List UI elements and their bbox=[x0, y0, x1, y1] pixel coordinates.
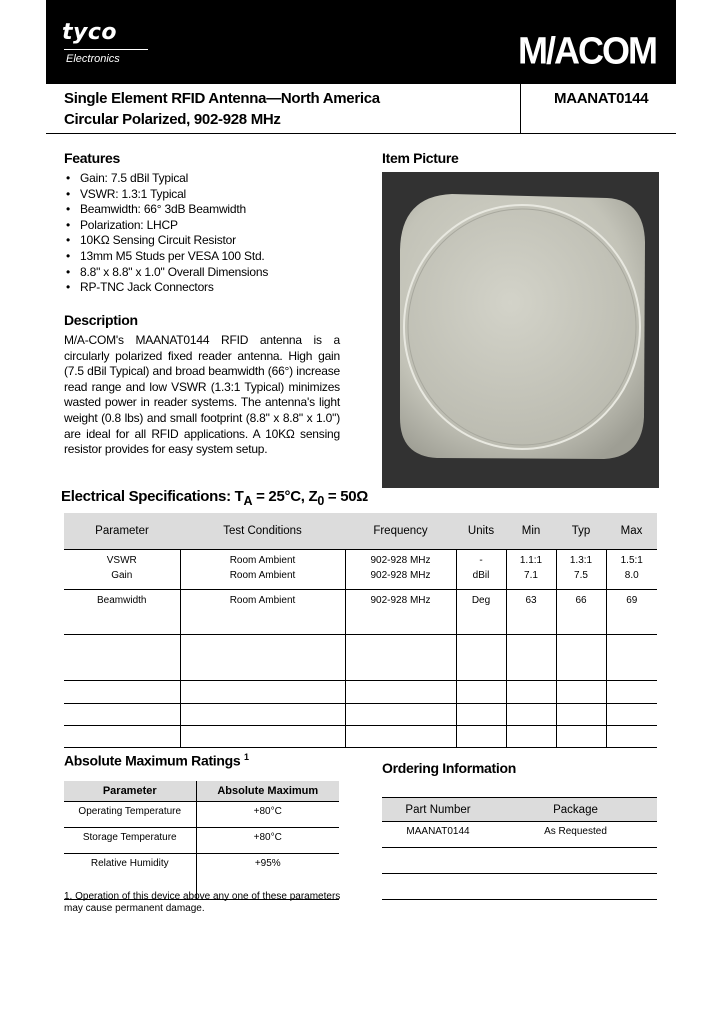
elec-heading-part: = 25°C, Z bbox=[252, 488, 318, 505]
header-bar bbox=[46, 0, 676, 84]
abs-max-footnote: 1. Operation of this device above any one of these parameters may cause permanent damage. bbox=[64, 891, 341, 914]
table-row-empty bbox=[382, 874, 657, 900]
table-cell: Relative Humidity bbox=[90, 858, 169, 869]
table-row bbox=[64, 590, 657, 635]
macom-logo: M/ACOM bbox=[518, 28, 656, 72]
ordering-table bbox=[382, 797, 657, 900]
table-cell bbox=[64, 726, 180, 748]
abs-max-table bbox=[64, 781, 339, 900]
elec-heading-sub: 0 bbox=[317, 494, 324, 508]
description-text: M/A-COM's MAANAT0144 RFID antenna is a circularly polarized fixed reader antenna. High gain (7.5 dBil Typical) and broad beamwidth (66°) increase read range and low VSWR (1.3:1 Typical) minimizes wasted power in reader systems. The antenna's light weight (0.8 lbs) and small footprint (8.8" x 8.8" x 1.0") are ideal for all RFID applications. A 10KΩ sensing resistor provides for easy system setup. bbox=[64, 333, 340, 457]
table-cell: 7.5 bbox=[556, 570, 606, 590]
table-cell: 902-928 MHz bbox=[345, 550, 456, 570]
table-cell: Deg bbox=[456, 590, 506, 635]
table-cell bbox=[64, 681, 180, 704]
table-cell: VSWR bbox=[106, 555, 137, 566]
table-cell bbox=[556, 635, 606, 681]
column-header: Min bbox=[506, 513, 556, 550]
table-cell bbox=[382, 874, 494, 900]
table-cell bbox=[456, 681, 506, 704]
tyco-electronics-label: Electronics bbox=[66, 53, 120, 65]
feature-item: • 13mm M5 Studs per VESA 100 Std. bbox=[64, 249, 268, 265]
table-cell: MAANAT0144 bbox=[406, 826, 470, 837]
table-cell bbox=[345, 704, 456, 726]
feature-item: • VSWR: 1.3:1 Typical bbox=[64, 187, 268, 203]
table-cell bbox=[494, 848, 657, 874]
electrical-specs-heading bbox=[61, 488, 368, 508]
part-number-title: MAANAT0144 bbox=[554, 90, 649, 107]
table-cell: 902-928 MHz bbox=[345, 570, 456, 590]
doc-title-line1: Single Element RFID Antenna—North America bbox=[64, 90, 380, 107]
logo-rule bbox=[64, 49, 148, 50]
table-cell bbox=[180, 681, 345, 704]
table-cell: 66 bbox=[556, 590, 606, 635]
doc-title-line2: Circular Polarized, 902-928 MHz bbox=[64, 111, 281, 128]
table-cell bbox=[506, 635, 556, 681]
table-cell: +80°C bbox=[196, 802, 339, 828]
table-cell: Room Ambient bbox=[180, 550, 345, 570]
column-header: Part Number bbox=[382, 798, 494, 822]
table-cell bbox=[606, 635, 657, 681]
description-heading: Description bbox=[64, 312, 138, 328]
table-cell: 1.5:1 bbox=[606, 550, 657, 570]
table-cell bbox=[506, 704, 556, 726]
table-cell: Operating Temperature bbox=[78, 806, 182, 817]
table-cell bbox=[456, 704, 506, 726]
table-cell: Room Ambient bbox=[180, 590, 345, 635]
column-header: Parameter bbox=[64, 781, 196, 802]
table-cell: +80°C bbox=[196, 828, 339, 854]
feature-item: • Gain: 7.5 dBil Typical bbox=[64, 171, 268, 187]
column-header: Units bbox=[456, 513, 506, 550]
table-row bbox=[64, 550, 657, 570]
table-cell bbox=[556, 726, 606, 748]
antenna-photo bbox=[382, 172, 659, 488]
table-cell bbox=[64, 704, 180, 726]
features-heading: Features bbox=[64, 150, 120, 166]
column-header: Package bbox=[494, 798, 657, 822]
column-header: Frequency bbox=[345, 513, 456, 550]
electrical-specs-table bbox=[64, 513, 657, 748]
table-cell bbox=[606, 704, 657, 726]
item-picture-heading: Item Picture bbox=[382, 150, 459, 166]
feature-item: • 8.8" x 8.8" x 1.0" Overall Dimensions bbox=[64, 265, 268, 281]
table-row bbox=[64, 570, 657, 590]
table-header-row bbox=[382, 798, 657, 822]
table-row bbox=[382, 822, 657, 848]
table-row-empty bbox=[64, 681, 657, 704]
table-cell bbox=[180, 635, 345, 681]
table-cell bbox=[345, 726, 456, 748]
table-cell: +95% bbox=[196, 854, 339, 900]
elec-heading-part: = 50Ω bbox=[324, 488, 369, 505]
abs-max-heading bbox=[64, 752, 249, 769]
table-cell: 7.1 bbox=[506, 570, 556, 590]
column-header: Test Conditions bbox=[180, 513, 345, 550]
feature-item: • Polarization: LHCP bbox=[64, 218, 268, 234]
feature-item: • RP-TNC Jack Connectors bbox=[64, 280, 268, 296]
table-cell bbox=[345, 681, 456, 704]
table-cell: Room Ambient bbox=[180, 570, 345, 590]
column-header: Absolute Maximum bbox=[196, 781, 339, 802]
table-cell bbox=[506, 681, 556, 704]
ordering-heading: Ordering Information bbox=[382, 760, 517, 776]
table-header-row bbox=[64, 781, 339, 802]
abs-max-heading-text: Absolute Maximum Ratings bbox=[64, 752, 241, 769]
table-cell: 69 bbox=[606, 590, 657, 635]
table-row bbox=[64, 802, 339, 828]
feature-item: • Beamwidth: 66° 3dB Beamwidth bbox=[64, 202, 268, 218]
table-row-empty bbox=[64, 704, 657, 726]
table-cell bbox=[506, 726, 556, 748]
table-cell bbox=[556, 681, 606, 704]
table-cell: Storage Temperature bbox=[82, 832, 177, 843]
tyco-logo: tyco bbox=[62, 20, 118, 45]
table-cell: dBil bbox=[456, 570, 506, 590]
column-header: Max bbox=[606, 513, 657, 550]
table-cell bbox=[606, 726, 657, 748]
table-row-empty bbox=[64, 726, 657, 748]
table-cell: Gain bbox=[111, 569, 133, 581]
table-cell bbox=[64, 635, 180, 681]
elec-heading-sub: A bbox=[243, 494, 253, 508]
table-cell: 1.1:1 bbox=[506, 550, 556, 570]
table-row-empty bbox=[382, 848, 657, 874]
table-cell: 1.3:1 bbox=[556, 550, 606, 570]
title-divider bbox=[520, 84, 521, 134]
table-cell bbox=[556, 704, 606, 726]
table-cell bbox=[180, 726, 345, 748]
table-row bbox=[64, 828, 339, 854]
features-list bbox=[64, 171, 268, 296]
table-cell: As Requested bbox=[544, 826, 607, 837]
column-header: Typ bbox=[556, 513, 606, 550]
table-cell bbox=[456, 726, 506, 748]
table-cell bbox=[456, 635, 506, 681]
column-header: Parameter bbox=[64, 513, 180, 550]
footnote-marker: 1 bbox=[243, 752, 249, 762]
table-row-empty bbox=[64, 635, 657, 681]
table-cell: 8.0 bbox=[606, 570, 657, 590]
table-header-row bbox=[64, 513, 657, 550]
table-cell bbox=[180, 704, 345, 726]
feature-item: • 10KΩ Sensing Circuit Resistor bbox=[64, 233, 268, 249]
elec-heading-part: Electrical Specifications: T bbox=[61, 488, 244, 505]
title-rule bbox=[46, 133, 676, 134]
table-cell bbox=[606, 681, 657, 704]
table-cell bbox=[382, 848, 494, 874]
table-cell bbox=[494, 874, 657, 900]
table-cell: - bbox=[456, 550, 506, 570]
table-cell bbox=[345, 635, 456, 681]
antenna-image bbox=[382, 172, 659, 488]
table-cell: 902-928 MHz bbox=[345, 590, 456, 635]
table-cell: 63 bbox=[506, 590, 556, 635]
table-cell: Beamwidth bbox=[97, 595, 147, 606]
